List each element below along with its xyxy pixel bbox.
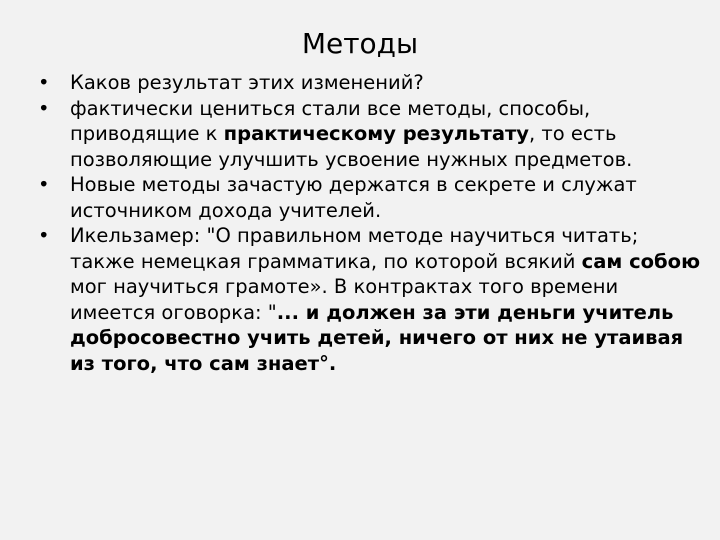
slide-title: Методы <box>301 27 419 60</box>
bullet-marker: • <box>38 96 50 120</box>
bullet-marker: • <box>38 173 50 196</box>
bullet-marker: • <box>38 71 50 94</box>
bullet-item-result-question <box>34 70 706 96</box>
bullet-item-ickelsamer-quote <box>34 223 706 376</box>
bullet-text-part: , то есть позволяющие улучшить усвоение нужных предметов. <box>70 122 633 171</box>
bullet-text: Новые методы зачастую держатся в секрете и служат источником дохода учителей. <box>70 173 637 222</box>
bullet-text-part: фактически цениться стали все методы, способы, приводящие к <box>70 96 591 145</box>
bullet-marker: • <box>38 224 50 247</box>
bullet-text-part: Икельзамер: "О правильном методе научиться читать; также немецкая грамматика, по которой всякий <box>70 224 639 273</box>
bullet-item-secret-methods <box>34 172 706 223</box>
bullet-text: Каков результат этих изменений? <box>70 71 424 94</box>
bullet-item-valued-methods <box>34 96 706 173</box>
bullet-text-bold: ... и должен за эти деньги учитель добросовестно учить детей, ничего от них не утаивая из того, что сам знает°. <box>70 300 684 375</box>
bullet-text-bold: практическому результату <box>223 122 530 145</box>
bullet-text-bold: сам собою <box>581 249 701 273</box>
bullet-list <box>34 70 706 376</box>
bullet-text-part: мог научиться грамоте». В контрактах того времени имеется оговорка: " <box>70 275 619 324</box>
